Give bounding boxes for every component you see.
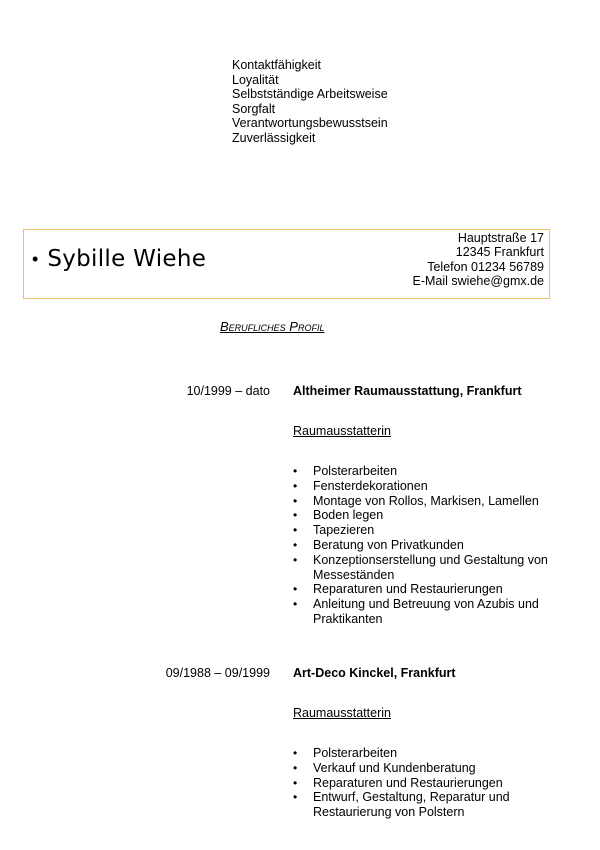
skills-list (232, 58, 388, 145)
skill-item: Loyalität (232, 72, 279, 87)
bullet-icon: • (32, 249, 39, 269)
job-task: • Fensterdekorationen (293, 479, 553, 494)
skill-item: Zuverlässigkeit (232, 130, 316, 145)
address-email: E-Mail swiehe@gmx.de (412, 273, 544, 288)
job-company: Art-Deco Kinckel, Frankfurt (293, 666, 456, 680)
section-title: Berufliches Profil (220, 319, 325, 334)
skill-item: Kontaktfähigkeit (232, 58, 321, 72)
address-street: Hauptstraße 17 (457, 231, 544, 245)
job-company: Altheimer Raumausstattung, Frankfurt (293, 384, 522, 398)
job-role: Raumausstatterin (293, 424, 391, 438)
skill-item: Selbstständige Arbeitsweise (232, 87, 388, 101)
address-phone: Telefon 01234 56789 (427, 259, 544, 274)
applicant-name: Sybille Wiehe (47, 246, 207, 272)
job-role: Raumausstatterin (293, 706, 391, 720)
job-task-list (293, 746, 553, 820)
address-city: 12345 Frankfurt (455, 245, 544, 260)
job-task: • Entwurf, Gestaltung, Reparatur und Restaurierung von Polstern (293, 790, 553, 820)
job-task: • Reparaturen und Restaurierungen (293, 776, 553, 791)
contact-header-box (23, 229, 550, 299)
job-date: 09/1988 – 09/1999 (165, 666, 270, 680)
job-task: • Verkauf und Kundenberatung (293, 761, 553, 776)
job-task: • Polsterarbeiten (293, 464, 553, 479)
skill-item: Sorgfalt (232, 101, 276, 116)
job-task: • Konzeptionserstellung und Gestaltung von Messeständen (293, 553, 553, 583)
job-task: • Montage von Rollos, Markisen, Lamellen (293, 494, 553, 509)
job-task: • Boden legen (293, 508, 553, 523)
job-task: • Tapezieren (293, 523, 553, 538)
contact-address (413, 231, 544, 288)
job-task: • Reparaturen und Restaurierungen (293, 582, 553, 597)
name-line (32, 246, 206, 272)
job-task: • Polsterarbeiten (293, 746, 553, 761)
skill-item: Verantwortungsbewusstsein (232, 116, 388, 130)
job-task: • Beratung von Privatkunden (293, 538, 553, 553)
job-date: 10/1999 – dato (186, 384, 270, 398)
job-task-list (293, 464, 553, 627)
job-task: • Anleitung und Betreuung von Azubis und Praktikanten (293, 597, 553, 627)
